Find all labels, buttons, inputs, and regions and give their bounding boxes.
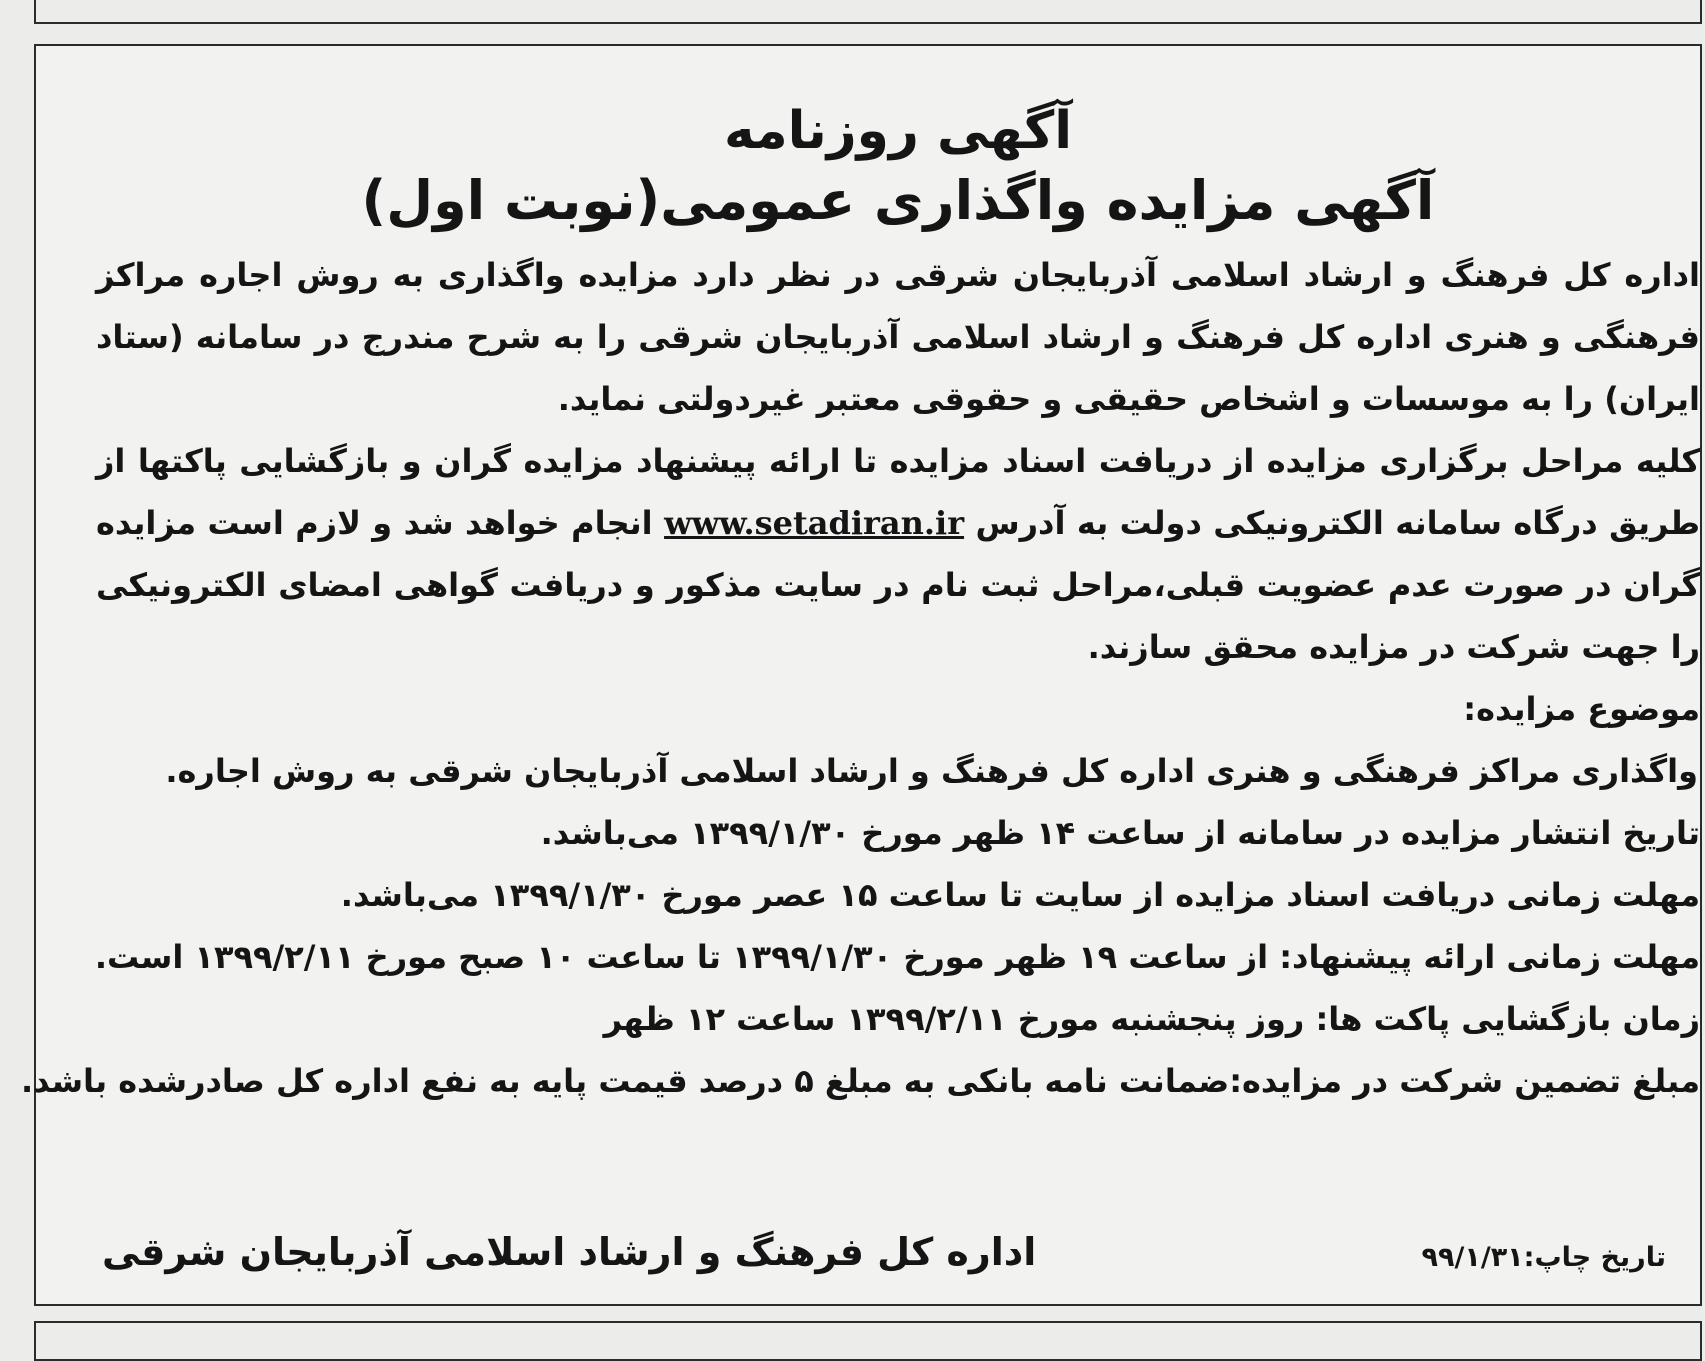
previous-notice-border xyxy=(34,0,1702,24)
procedure-paragraph xyxy=(96,430,1700,678)
procedure-text-before-url: کلیه مراحل برگزاری مزایده از دریافت اسناد مزایده تا ارائه پیشنهاد مزایده گران و بازگشایی پاکتها از طریق درگاه سامانه الکترونیکی دولت به آدرس xyxy=(96,441,1701,542)
publish-date-line: تاریخ انتشار مزایده در سامانه از ساعت ۱۴ ظهر مورخ ۱۳۹۹/۱/۳۰ می‌باشد. xyxy=(540,813,1700,852)
issuer-signature: اداره کل فرهنگ و ارشاد اسلامی آذربایجان شرقی xyxy=(102,1230,1037,1274)
procedure-text-after-url: انجام خواهد شد و لازم است مزایده گران در صورت عدم عضویت قبلی،مراحل ثبت نام در سایت مذکور و دریافت گواهی امضای الکترونیکی را جهت شرکت در مزایده محقق سازند. xyxy=(96,503,1700,666)
setadiran-link[interactable]: www.setadiran.ir xyxy=(664,503,965,542)
subject-heading: موضوع مزایده: xyxy=(1463,689,1700,728)
guarantee-line: مبلغ تضمین شرکت در مزایده:ضمانت نامه بانکی به مبلغ ۵ درصد قیمت پایه به نفع اداره کل صادرشده باشد. xyxy=(20,1061,1700,1100)
notice-content xyxy=(20,98,1701,1112)
offer-deadline-line: مهلت زمانی ارائه پیشنهاد: از ساعت ۱۹ ظهر مورخ ۱۳۹۹/۱/۳۰ تا ساعت ۱۰ صبح مورخ ۱۳۹۹/۲/۱۱ است. xyxy=(94,937,1700,976)
next-notice-border xyxy=(34,1321,1702,1361)
document-deadline-line: مهلت زمانی دریافت اسناد مزایده از سایت تا ساعت ۱۵ عصر مورخ ۱۳۹۹/۱/۳۰ می‌باشد. xyxy=(340,875,1700,914)
notice-heading: آگهی روزنامه xyxy=(723,101,1073,161)
print-date: تاریخ چاپ:۹۹/۱/۳۱ xyxy=(1421,1242,1666,1273)
intro-paragraph: اداره کل فرهنگ و ارشاد اسلامی آذربایجان شرقی در نظر دارد مزایده واگذاری به روش اجاره مراکز فرهنگی و هنری اداره کل فرهنگ و ارشاد اسلامی آذربایجان شرقی را به شرح مندرج در سامانه (ستاد ایران) را به موسسات و اشخاص حقیقی و حقوقی معتبر غیردولتی نماید. xyxy=(96,255,1700,418)
newspaper-notice xyxy=(20,44,1702,1306)
auction-title: آگهی مزایده واگذاری عمومی(نوبت اول) xyxy=(361,168,1435,232)
opening-time-line: زمان بازگشایی پاکت ها: روز پنجشنبه مورخ ۱۳۹۹/۲/۱۱ ساعت ۱۲ ظهر xyxy=(603,999,1700,1038)
subject-text: واگذاری مراکز فرهنگی و هنری اداره کل فرهنگ و ارشاد اسلامی آذربایجان شرقی به روش اجاره. xyxy=(165,751,1698,790)
